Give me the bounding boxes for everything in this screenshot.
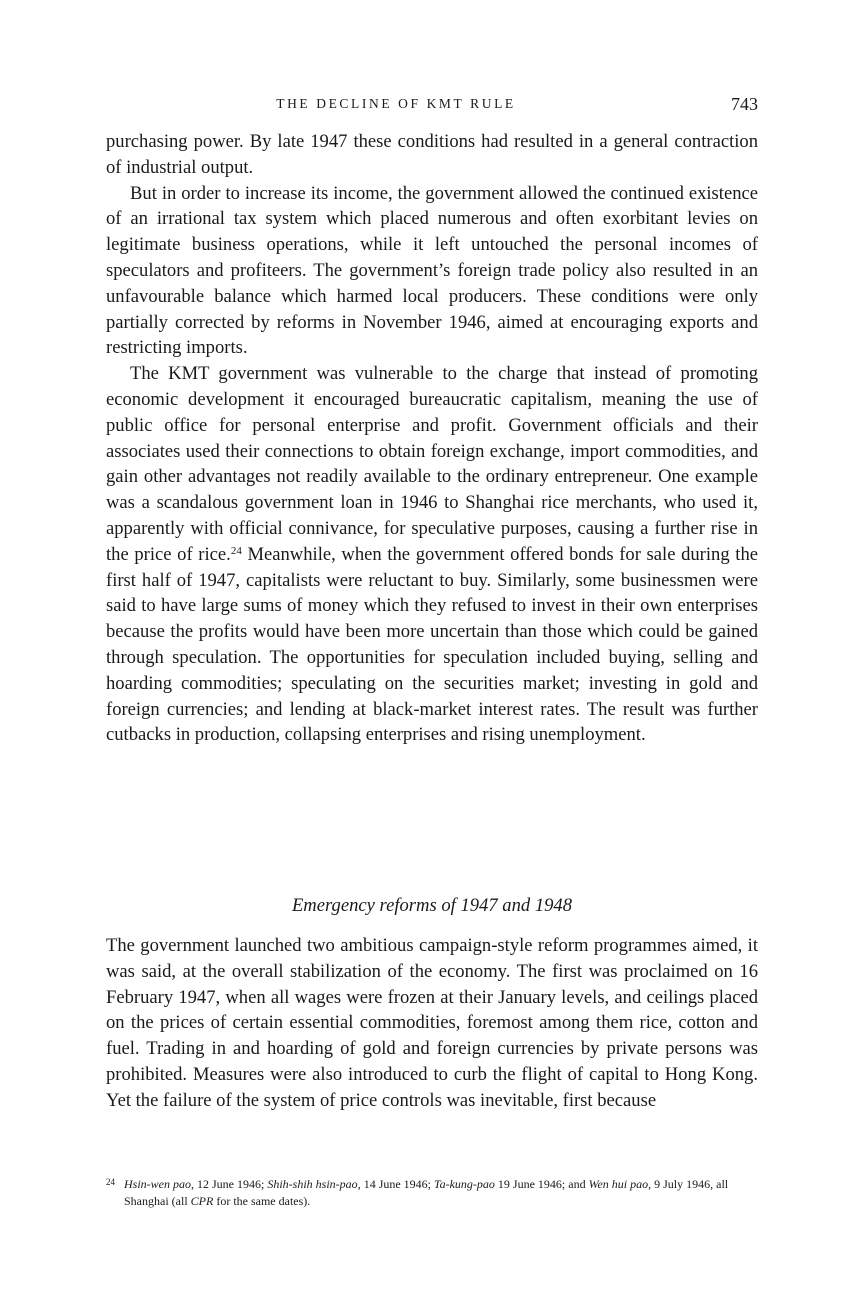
book-page	[106, 0, 758, 1296]
page-number: 743	[731, 94, 758, 114]
source-title: CPR	[190, 1194, 214, 1208]
citation-text: 19 June 1946; and	[494, 1177, 589, 1191]
footnote	[106, 1174, 758, 1210]
paragraph: The government launched two ambitious campaign-style reform programmes aimed, it was said, at the overall stabilization of the economy. The first was proclaimed on 16 February 1947, when all wages were frozen at their January levels, and ceilings placed on the prices of certain essential commodities, foremost among them rice, cotton and fuel. Trading in and hoarding of gold and foreign currencies by private persons was prohibited. Measures were also introduced to curb the flight of capital to Hong Kong. Yet the failure of the system of price controls was inevitable, first because	[106, 935, 758, 1111]
paragraph: purchasing power. By late 1947 these conditions had resulted in a general contraction of industrial output.	[106, 131, 758, 178]
paragraph-text: The KMT government was vulnerable to the charge that instead of promoting economic development it encouraged bureaucratic capitalism, meaning the use of public office for personal enterprise and profit. Government officials and their associates used their connections to obtain foreign exchange, import commodities, and gain other advantages not readily available to the ordinary entrepreneur. One example was a scandalous government loan in 1946 to Shanghai rice merchants, who used it, apparently with official connivance, for speculative purposes, causing a further rise in the price of rice.	[106, 363, 758, 565]
running-head	[106, 92, 758, 116]
running-title: THE DECLINE OF KMT RULE	[276, 96, 516, 111]
footnote-reference: 24	[230, 544, 242, 557]
source-title: Shih-shih hsin-pao	[267, 1177, 358, 1191]
footnote-text	[106, 1174, 758, 1210]
citation-text: , 9 July 1946, all Shanghai (all	[124, 1177, 729, 1208]
citation-text: , 12 June 1946;	[191, 1177, 268, 1191]
paragraph-text: Meanwhile, when the government offered bonds for sale during the first half of 1947, capitalists were reluctant to buy. Similarly, some businessmen were said to have large sums of money which they refused to invest in their own enterprises because the profits would have been more uncertain than those which could be gained through speculation. The opportunities for speculation included buying, selling and hoarding commodities; speculating on the securities market; investing in gold and foreign currencies; and lending at black-market interest rates. The result was further cutbacks in production, collapsing enterprises and rising unemployment.	[106, 543, 758, 746]
citation-text: for the same dates).	[213, 1194, 311, 1208]
paragraph	[106, 361, 758, 748]
body-text	[106, 129, 758, 748]
source-title: Wen hui pao	[588, 1177, 649, 1191]
section-heading: Emergency reforms of 1947 and 1948	[291, 895, 573, 916]
source-title: Hsin-wen pao	[124, 1177, 191, 1191]
citation-text: , 14 June 1946;	[357, 1177, 435, 1191]
source-title: Ta-kung-pao	[434, 1177, 495, 1191]
paragraph: But in order to increase its income, the government allowed the continued existence of an irrational tax system which placed numerous and often exorbitant levies on legitimate business operations, while it left untouched the personal incomes of speculators and profiteers. The government’s foreign trade policy also resulted in an unfavourable balance which harmed local producers. These conditions were only partially corrected by reforms in November 1946, aimed at encouraging exports and restricting imports.	[106, 182, 758, 359]
section-text	[106, 933, 758, 1114]
footnote-mark: 24	[106, 1177, 115, 1187]
